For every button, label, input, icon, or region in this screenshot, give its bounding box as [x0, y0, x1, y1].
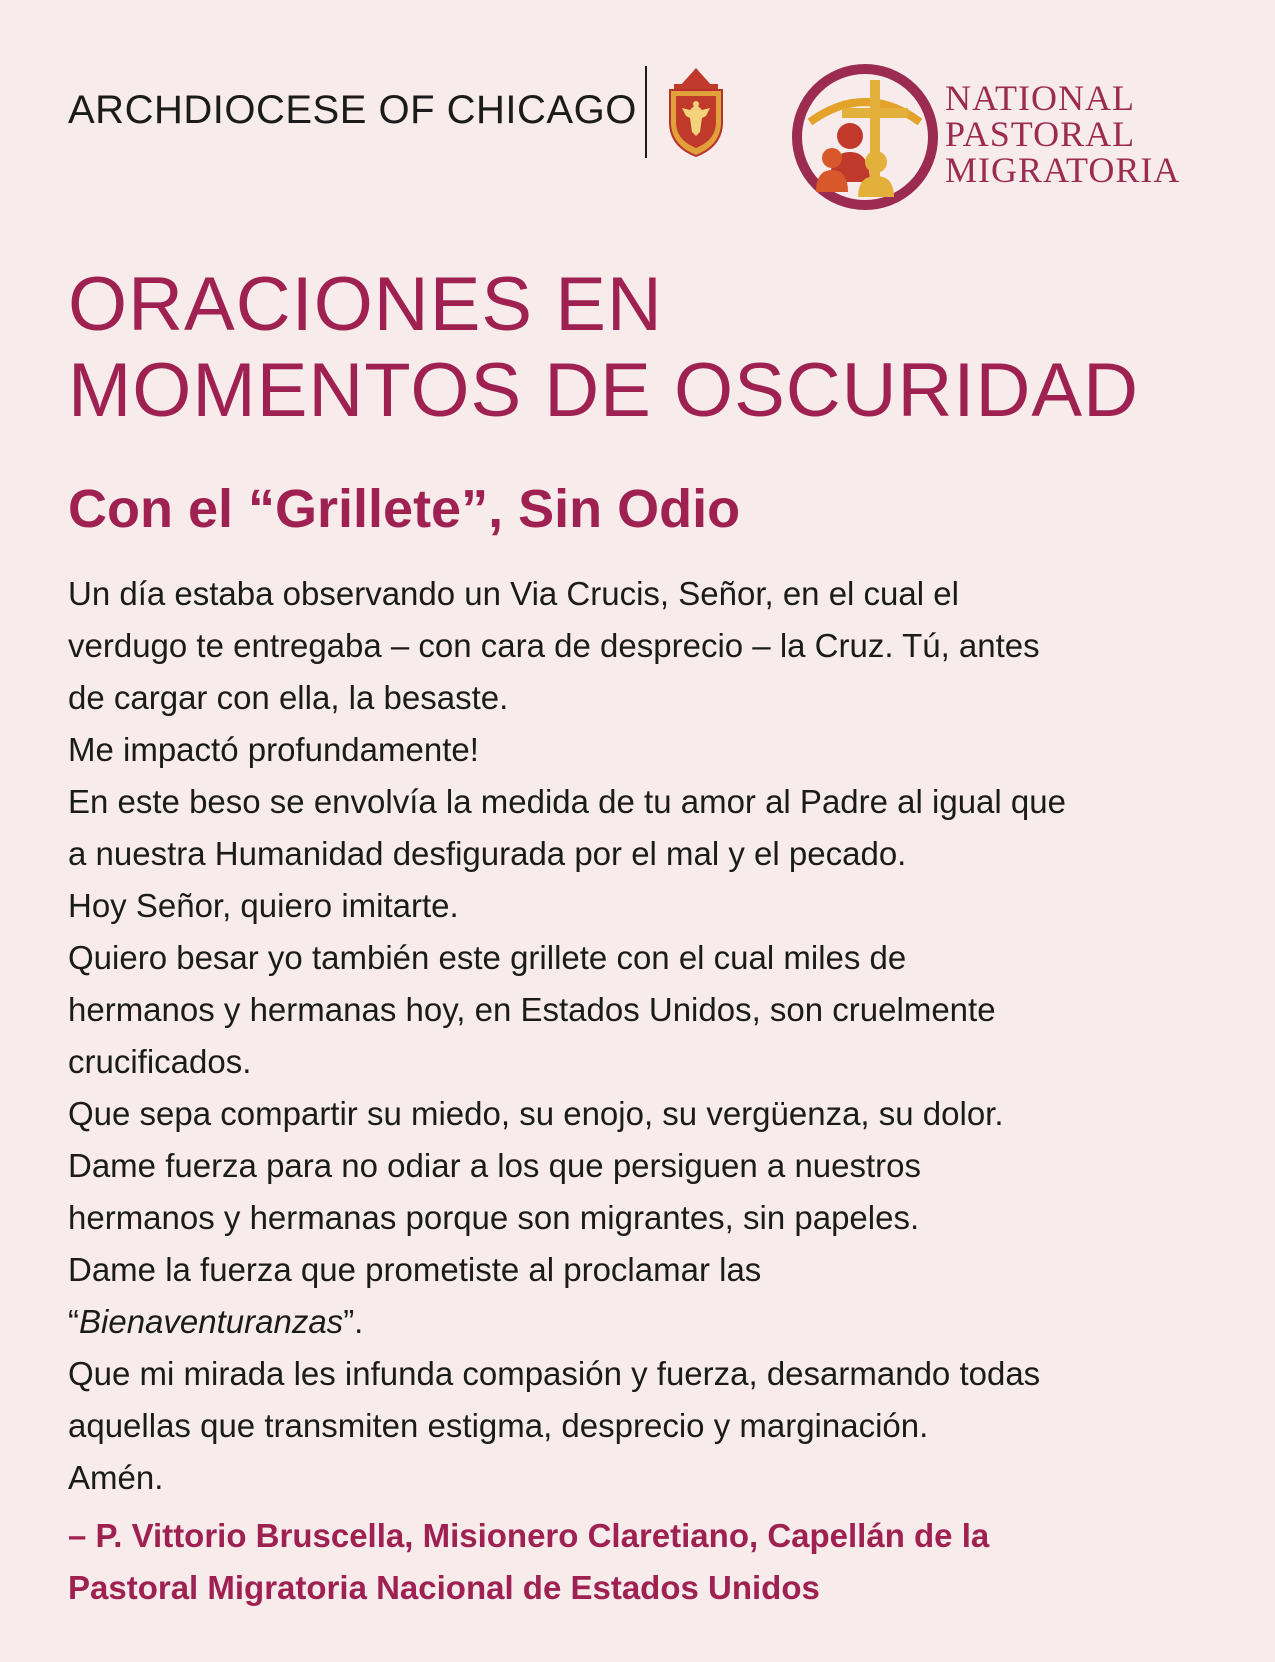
body-line: Un día estaba observando un Via Crucis, Señor, en el cual el — [68, 575, 959, 612]
body-line: de cargar con ella, la besaste. — [68, 679, 509, 716]
body-line: En este beso se envolvía la medida de tu amor al Padre al igual que — [68, 783, 1066, 820]
npm-wordmark — [945, 80, 1180, 188]
npm-line-1: NATIONAL — [945, 78, 1135, 118]
header-divider — [645, 66, 647, 158]
close-quote: ”. — [343, 1303, 364, 1340]
body-line: crucificados. — [68, 1043, 252, 1080]
npm-family-cross-icon — [790, 62, 940, 212]
attribution-line-2: Pastoral Migratoria Nacional de Estados Unidos — [68, 1569, 820, 1606]
npm-line-3: MIGRATORIA — [945, 150, 1181, 190]
body-line: hermanos y hermanas hoy, en Estados Unidos, son cruelmente — [68, 991, 996, 1028]
body-line: Dame fuerza para no odiar a los que persiguen a nuestros — [68, 1147, 922, 1184]
body-line — [68, 1296, 1238, 1348]
body-line: Dame la fuerza que prometiste al proclamar las — [68, 1251, 762, 1288]
body-line: Amén. — [68, 1459, 164, 1496]
page-title — [68, 262, 1139, 434]
page-title-line-1: ORACIONES EN — [68, 262, 663, 347]
author-attribution — [68, 1510, 989, 1614]
body-line: aquellas que transmiten estigma, desprecio y marginación. — [68, 1407, 929, 1444]
italic-term: Bienaventuranzas — [79, 1303, 344, 1340]
prayer-title: Con el “Grillete”, Sin Odio — [68, 479, 741, 539]
body-line: Que sepa compartir su miedo, su enojo, su vergüenza, su dolor. — [68, 1095, 1004, 1132]
body-line: Hoy Señor, quiero imitarte. — [68, 887, 459, 924]
body-line: hermanos y hermanas porque son migrantes, sin papeles. — [68, 1199, 920, 1236]
body-line: Me impactó profundamente! — [68, 731, 479, 768]
archdiocese-crest-icon — [660, 64, 732, 160]
npm-logo — [790, 62, 1210, 212]
page-header — [0, 0, 1275, 230]
body-line: a nuestra Humanidad desfigurada por el mal y el pecado. — [68, 835, 907, 872]
attribution-line-1: – P. Vittorio Bruscella, Misionero Claretiano, Capellán de la — [68, 1517, 990, 1554]
open-quote: “ — [68, 1303, 79, 1340]
archdiocese-name: ARCHDIOCESE OF CHICAGO — [68, 88, 637, 132]
body-line: Que mi mirada les infunda compasión y fuerza, desarmando todas — [68, 1355, 1041, 1392]
body-line: verdugo te entregaba – con cara de desprecio – la Cruz. Tú, antes — [68, 627, 1040, 664]
prayer-body — [68, 568, 1238, 1504]
npm-line-2: PASTORAL — [945, 114, 1136, 154]
page-title-line-2: MOMENTOS DE OSCURIDAD — [68, 348, 1140, 433]
body-line: Quiero besar yo también este grillete con el cual miles de — [68, 939, 907, 976]
